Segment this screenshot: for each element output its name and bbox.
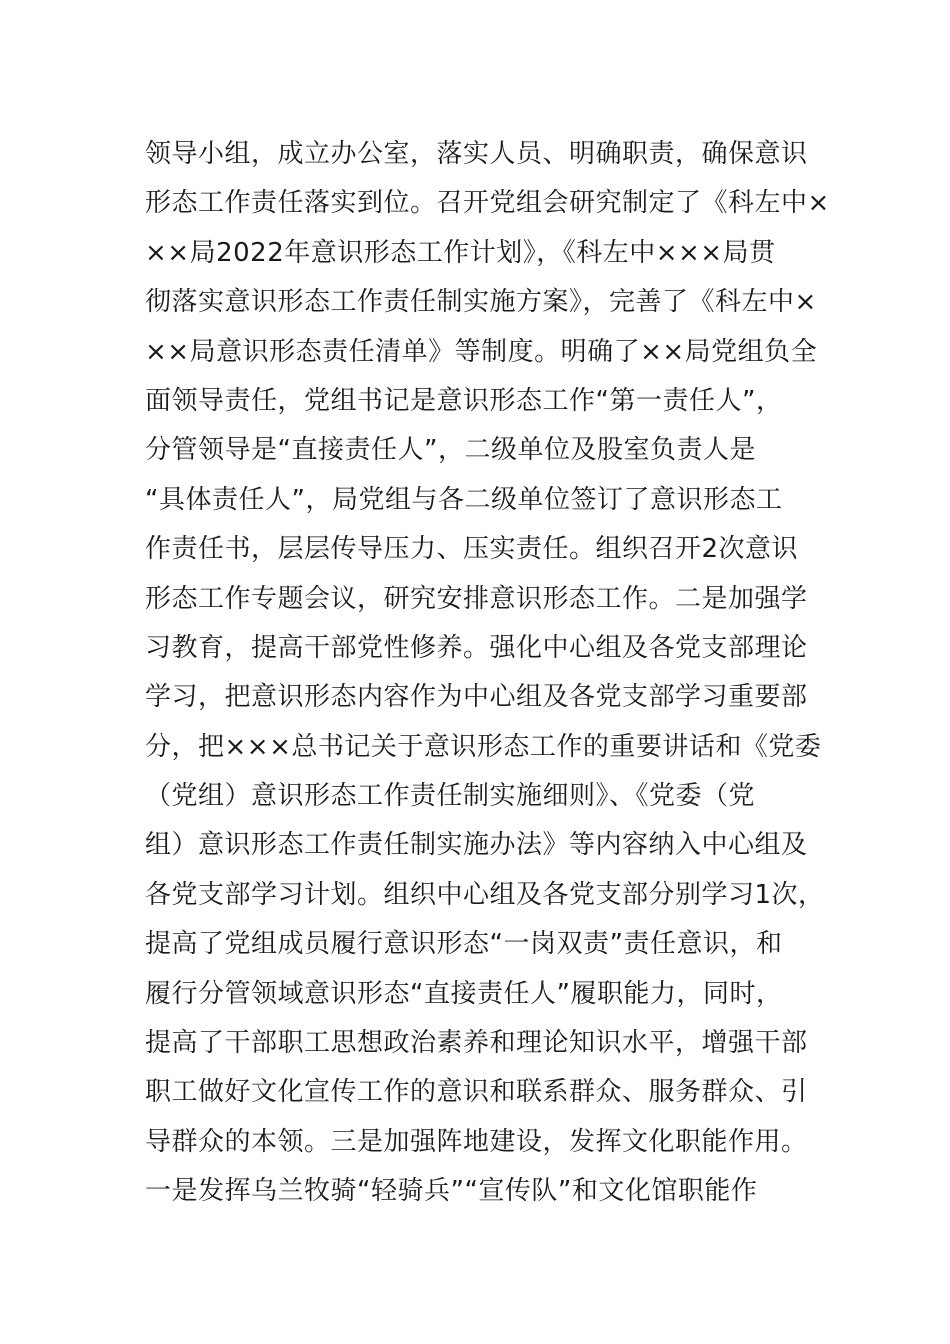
text-line: 形态工作责任落实到位。召开党组会研究制定了《科左中× bbox=[145, 188, 830, 219]
text-line: （党组）意识形态工作责任制实施细则》、《党委（党 bbox=[145, 781, 756, 812]
text-line: 作责任书，层层传导压力、压实责任。组织召开2次意识 bbox=[145, 534, 799, 565]
text-line: ××局2022年意识形态工作计划》，《科左中×××局贯 bbox=[145, 237, 776, 268]
text-line: 分，把×××总书记关于意识形态工作的重要讲话和《党委 bbox=[145, 731, 822, 762]
text-line: 导群众的本领。三是加强阵地建设，发挥文化职能作用。 bbox=[145, 1126, 808, 1157]
text-line: 提高了干部职工思想政治素养和理论知识水平，增强干部 bbox=[145, 1028, 808, 1059]
text-line: 学习，把意识形态内容作为中心组及各党支部学习重要部 bbox=[145, 682, 808, 713]
text-line: 履行分管领域意识形态“直接责任人”履职能力，同时， bbox=[145, 978, 783, 1009]
text-line: 提高了党组成员履行意识形态“一岗双责”责任意识，和 bbox=[145, 929, 783, 960]
text-line: 组）意识形态工作责任制实施办法》等内容纳入中心组及 bbox=[145, 830, 808, 861]
text-line: 分管领导是“直接责任人”，二级单位及股室负责人是 bbox=[145, 435, 756, 466]
body-text bbox=[145, 130, 830, 1217]
text-line: 各党支部学习计划。组织中心组及各党支部分别学习1次， bbox=[145, 879, 825, 910]
text-line: 面领导责任，党组书记是意识形态工作“第一责任人”， bbox=[145, 385, 783, 416]
text-line: 习教育，提高干部党性修养。强化中心组及各党支部理论 bbox=[145, 632, 808, 663]
text-line: 领导小组，成立办公室，落实人员、明确职责，确保意识 bbox=[145, 139, 808, 169]
text-line: 形态工作专题会议，研究安排意识形态工作。二是加强学 bbox=[145, 583, 808, 614]
text-line: “具体责任人”，局党组与各二级单位签订了意识形态工 bbox=[145, 484, 783, 515]
text-line: 彻落实意识形态工作责任制实施方案》，完善了《科左中× bbox=[145, 287, 817, 318]
text-line: 一是发挥乌兰牧骑“轻骑兵”“宣传队”和文化馆职能作 bbox=[145, 1176, 758, 1207]
text-line: 职工做好文化宣传工作的意识和联系群众、服务群众、引 bbox=[145, 1077, 808, 1108]
text-line: ××局意识形态责任清单》等制度。明确了××局党组负全 bbox=[145, 336, 818, 367]
